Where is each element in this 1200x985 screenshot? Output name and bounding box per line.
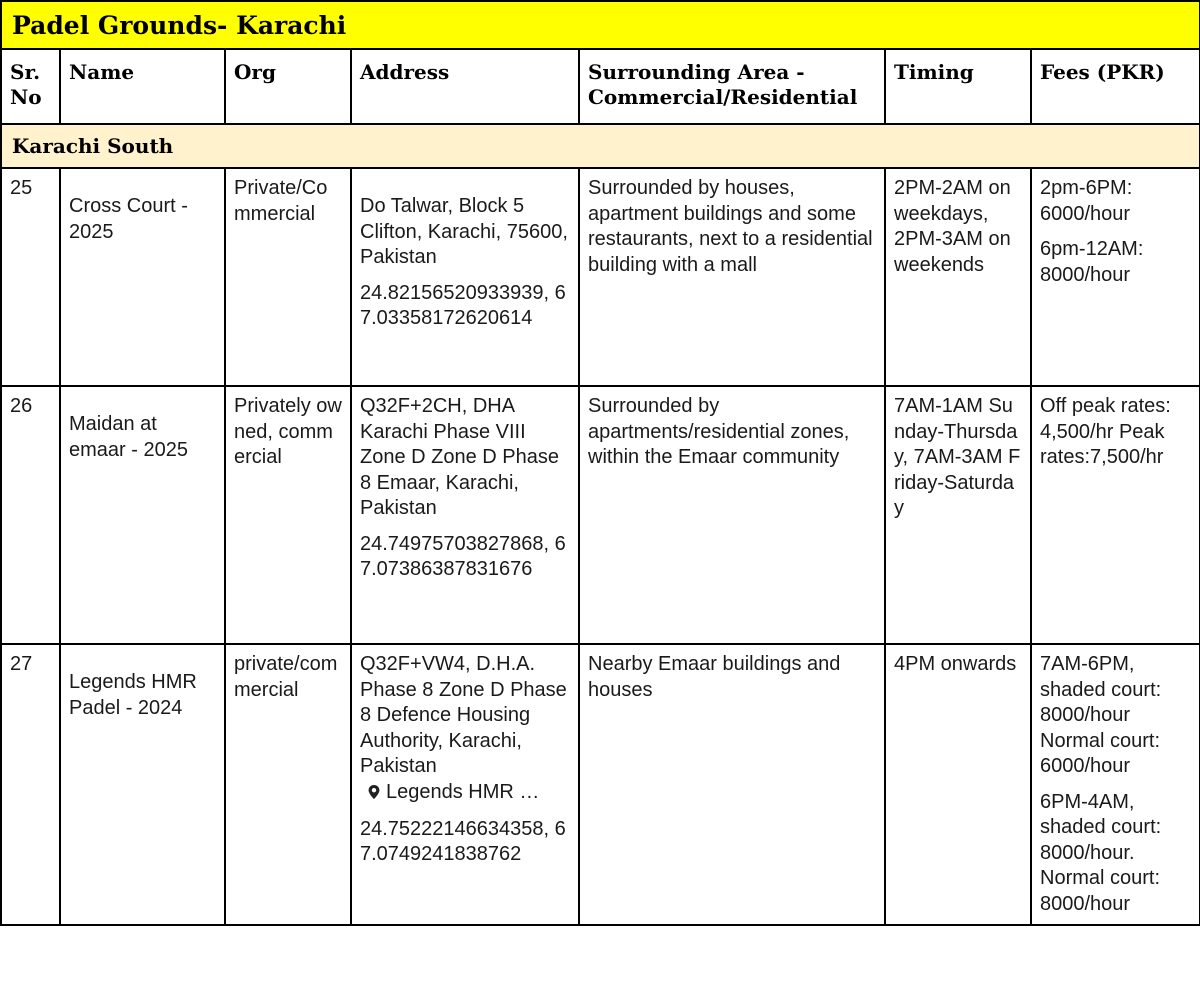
cell-address (351, 644, 579, 925)
section-row (1, 124, 1200, 168)
spacer (360, 271, 570, 281)
table-row (1, 386, 1200, 644)
coordinates-text: 24.75222146634358, 67.0749241838762 (360, 817, 566, 866)
table-title: Padel Grounds- Karachi (1, 1, 1200, 49)
address-text: Do Talwar, Block 5 Clifton, Karachi, 75600, Pakistan (360, 195, 568, 268)
cell-surrounding-area: Surrounded by apartments/residential zones, within the Emaar community (579, 386, 885, 644)
ground-name: Cross Court - 2025 (69, 195, 188, 243)
fee-entry: 2pm-6PM: 6000/hour (1040, 177, 1133, 225)
header-address: Address (351, 49, 579, 124)
cell-timing: 7AM-1AM Sunday-Thursday, 7AM-3AM Friday-Saturday (885, 386, 1031, 644)
cell-name (60, 168, 225, 386)
coordinates-text: 24.82156520933939, 67.03358172620614 (360, 281, 566, 329)
header-fees: Fees (PKR) (1031, 49, 1200, 124)
cell-org: Privately owned, commercial (225, 386, 351, 644)
cell-sr-no: 26 (1, 386, 60, 644)
cell-fees (1031, 644, 1200, 925)
address-text: Q32F+VW4, D.H.A. Phase 8 Zone D Phase 8 Defence Housing Authority, Karachi, Pakistan (360, 653, 567, 777)
cell-address (351, 386, 579, 644)
cell-org: private/commercial (225, 644, 351, 925)
header-org: Org (225, 49, 351, 124)
cell-timing: 4PM onwards (885, 644, 1031, 925)
coordinates-text: 24.74975703827868, 67.07386387831676 (360, 532, 566, 580)
spacer (1040, 780, 1191, 790)
place-chip-label: Legends HMR … (386, 780, 540, 803)
header-timing: Timing (885, 49, 1031, 124)
table-row (1, 168, 1200, 386)
cell-name (60, 644, 225, 925)
spacer (360, 807, 570, 817)
spacer (1040, 227, 1191, 237)
cell-fees (1031, 386, 1200, 644)
fee-entry: Off peak rates: 4,500/hr Peak rates:7,500/hr (1040, 395, 1171, 468)
fee-entry: 6pm-12AM: 8000/hour (1040, 238, 1144, 286)
table-row (1, 644, 1200, 925)
title-row (1, 1, 1200, 49)
cell-surrounding-area: Nearby Emaar buildings and houses (579, 644, 885, 925)
fee-entry: 6PM-4AM, shaded court: 8000/hour. Normal court: 8000/hour (1040, 790, 1162, 915)
fee-entry: 7AM-6PM, shaded court: 8000/hour Normal court: 6000/hour (1040, 653, 1162, 777)
ground-name: Legends HMR Padel - 2024 (69, 671, 197, 719)
cell-org: Private/Commercial (225, 168, 351, 386)
header-row (1, 49, 1200, 124)
section-karachi-south: Karachi South (1, 124, 1200, 168)
cell-sr-no: 25 (1, 168, 60, 386)
cell-surrounding-area: Surrounded by houses, apartment buildings and some restaurants, next to a residential building with a mall (579, 168, 885, 386)
map-pin-icon (368, 785, 380, 799)
cell-sr-no: 27 (1, 644, 60, 925)
header-sr-no: Sr. No (1, 49, 60, 124)
ground-name: Maidan at emaar - 2025 (69, 413, 188, 461)
cell-fees (1031, 168, 1200, 386)
cell-name (60, 386, 225, 644)
header-name: Name (60, 49, 225, 124)
cell-address (351, 168, 579, 386)
address-text: Q32F+2CH, DHA Karachi Phase VIII Zone D Zone D Phase 8 Emaar, Karachi, Pakistan (360, 395, 559, 519)
header-surrounding-area: Surrounding Area - Commercial/Residential (579, 49, 885, 124)
place-chip[interactable] (360, 780, 539, 806)
cell-timing: 2PM-2AM on weekdays, 2PM-3AM on weekends (885, 168, 1031, 386)
spacer (360, 522, 570, 532)
